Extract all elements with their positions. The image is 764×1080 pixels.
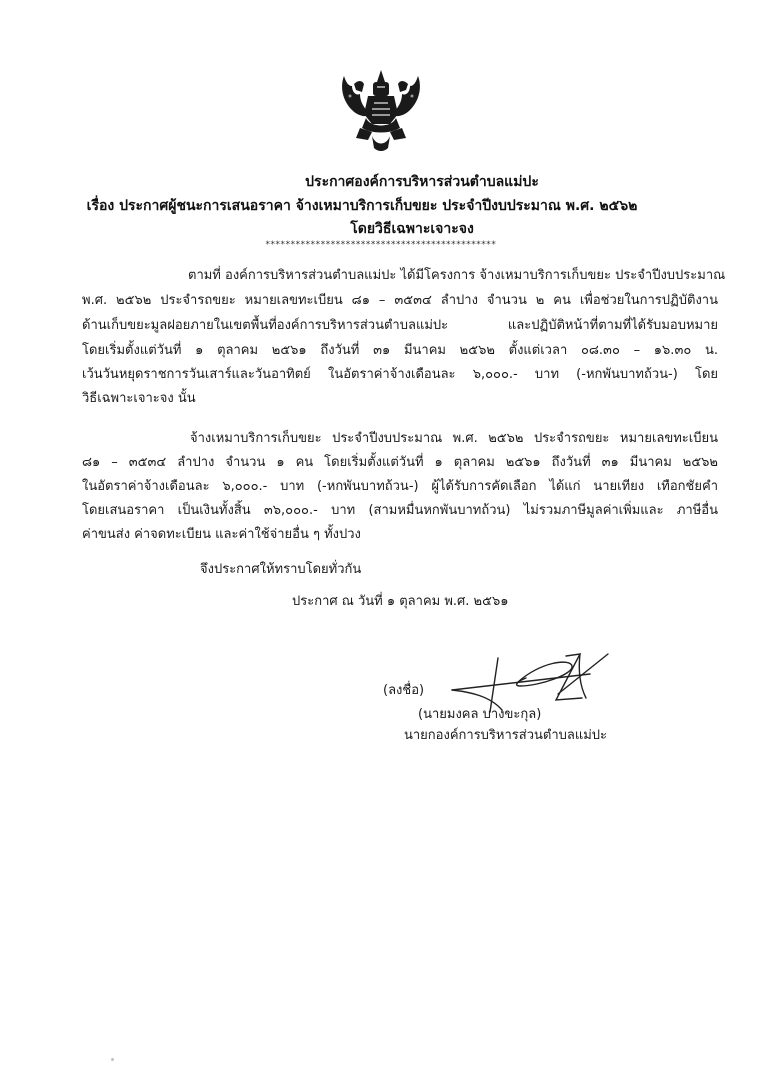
announcement-subject: เรื่อง ประกาศผู้ชนะการเสนอราคา จ้างเหมาบริการเก็บขยะ ประจำปีงบประมาณ พ.ศ. ๒๕๖๒ (86, 198, 638, 214)
garuda-emblem-icon (338, 62, 424, 154)
announcement-title: ประกาศองค์การบริหารส่วนตำบลแม่ปะ (305, 174, 539, 190)
paragraph1-line: พ.ศ. ๒๕๖๒ ประจำรถขยะ หมายเลขทะเบียน ๘๑ – ๓๕๓๔ ลำปาง จำนวน ๒ คน เพื่อช่วยในการปฏิบัติงาน (82, 293, 718, 308)
paragraph1-line: ด้านเก็บขยะมูลฝอยภายในเขตพื้นที่องค์การบริหารส่วนตำบลแม่ปะ และปฏิบัติหน้าที่ตามที่ได้รับมอบหมาย (82, 318, 718, 333)
paragraph2-line: ในอัตราค่าจ้างเดือนละ ๖,๐๐๐.- บาท (-หกพันบาทถ้วน-) ผู้ได้รับการคัดเลือก ได้แก่ นายเทียง เทือกชัยคำ (82, 479, 718, 494)
procurement-method: โดยวิธีเฉพาะเจาะจง (350, 221, 474, 237)
paragraph1-line: โดยเริ่มตั้งแต่วันที่ ๑ ตุลาคม ๒๕๖๑ ถึงวันที่ ๓๑ มีนาคม ๒๕๖๒ ตั้งแต่เวลา ๐๘.๓๐ – ๑๖.๓๐ น. (82, 343, 718, 358)
announcement-date: ประกาศ ณ วันที่ ๑ ตุลาคม พ.ศ. ๒๕๖๑ (292, 594, 509, 609)
asterisk-divider: ********************************************** (265, 240, 496, 250)
signatory-name: (นายมงคล บางขะกุล) (418, 707, 542, 722)
paragraph2-line: จ้างเหมาบริการเก็บขยะ ประจำปีงบประมาณ พ.ศ. ๒๕๖๒ ประจำรถขยะ หมายเลขทะเบียน (190, 431, 718, 446)
paragraph2-line: ค่าขนส่ง ค่าจดทะเบียน และค่าใช้จ่ายอื่น ๆ ทั้งปวง (82, 527, 361, 542)
paragraph1-line: วิธีเฉพาะเจาะจง นั้น (82, 391, 196, 406)
signature-label: (ลงชื่อ) (383, 683, 425, 698)
paragraph1-line: เว้นวันหยุดราชการวันเสาร์และวันอาทิตย์ ในอัตราค่าจ้างเดือนละ ๖,๐๐๐.- บาท (-หกพันบาทถ้วน-) โดย (82, 367, 718, 382)
signatory-position: นายกองค์การบริหารส่วนตำบลแม่ปะ (404, 728, 608, 743)
closing-statement: จึงประกาศให้ทราบโดยทั่วกัน (200, 562, 362, 577)
paragraph2-line: โดยเสนอราคา เป็นเงินทั้งสิ้น ๓๖,๐๐๐.- บาท (สามหมื่นหกพันบาทถ้วน) ไม่รวมภาษีมูลค่าเพิ่มและ ภาษีอื่น (82, 503, 718, 518)
paragraph1-line: ตามที่ องค์การบริหารส่วนตำบลแม่ปะ ได้มีโครงการ จ้างเหมาบริการเก็บขยะ ประจำปีงบประมาณ (188, 268, 726, 283)
paragraph2-line: ๘๑ – ๓๕๓๔ ลำปาง จำนวน ๑ คน โดยเริ่มตั้งแต่วันที่ ๑ ตุลาคม ๒๕๖๑ ถึงวันที่ ๓๑ มีนาคม ๒๕๖๒ (82, 455, 718, 470)
scan-speck (111, 1058, 114, 1061)
